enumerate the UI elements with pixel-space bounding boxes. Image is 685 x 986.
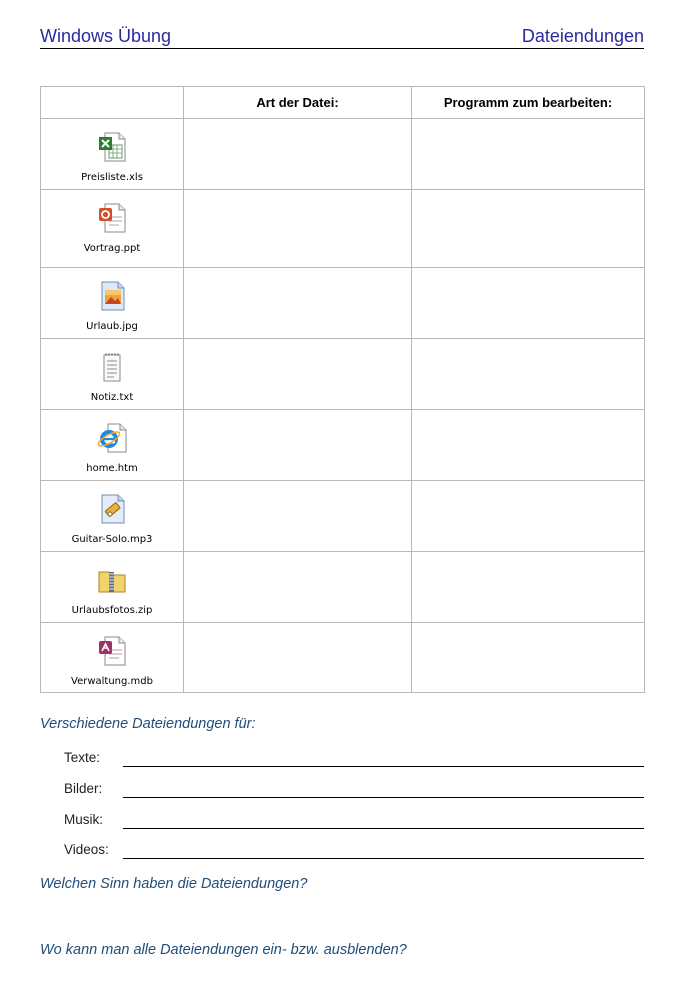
powerpoint-file-icon <box>96 202 128 234</box>
answer-line[interactable] <box>123 766 644 767</box>
file-cell[interactable] <box>41 119 184 190</box>
file-cell[interactable] <box>41 410 184 481</box>
program-answer-cell[interactable] <box>412 623 645 693</box>
program-answer-cell[interactable] <box>412 552 645 623</box>
column-header-type: Art der Datei: <box>184 87 412 119</box>
file-name: Vortrag.ppt <box>83 243 141 254</box>
file-name: Preisliste.xls <box>81 172 143 183</box>
file-types-table <box>40 86 645 693</box>
image-file-icon <box>96 280 128 312</box>
type-answer-cell[interactable] <box>184 119 412 190</box>
fill-line-images <box>64 781 644 799</box>
section-extensions-title: Verschiedene Dateiendungen für: <box>40 716 256 732</box>
table-header-row <box>41 87 645 119</box>
type-answer-cell[interactable] <box>184 623 412 693</box>
column-header-file <box>41 87 184 119</box>
file-name: Verwaltung.mdb <box>71 676 153 687</box>
program-answer-cell[interactable] <box>412 268 645 339</box>
audio-file-icon <box>96 493 128 525</box>
file-name: Guitar-Solo.mp3 <box>71 534 153 545</box>
question-show-hide: Wo kann man alle Dateiendungen ein- bzw. ausblenden? <box>40 942 407 958</box>
file-name: Urlaub.jpg <box>86 321 138 332</box>
excel-file-icon <box>96 131 128 163</box>
fill-line-videos <box>64 842 644 860</box>
answer-line[interactable] <box>123 858 644 859</box>
type-answer-cell[interactable] <box>184 268 412 339</box>
file-name: Notiz.txt <box>90 392 134 403</box>
type-answer-cell[interactable] <box>184 410 412 481</box>
file-cell[interactable] <box>41 481 184 552</box>
type-answer-cell[interactable] <box>184 339 412 410</box>
page-header <box>40 26 644 49</box>
program-answer-cell[interactable] <box>412 481 645 552</box>
table-row <box>41 268 645 339</box>
fill-label: Videos: <box>64 842 109 857</box>
file-name: Urlaubsfotos.zip <box>71 605 153 616</box>
answer-line[interactable] <box>123 797 644 798</box>
zip-folder-icon <box>96 564 128 596</box>
file-name: home.htm <box>86 463 138 474</box>
access-database-icon <box>96 635 128 667</box>
type-answer-cell[interactable] <box>184 552 412 623</box>
table-row <box>41 190 645 268</box>
program-answer-cell[interactable] <box>412 410 645 481</box>
file-cell[interactable] <box>41 623 184 693</box>
fill-line-music <box>64 812 644 830</box>
question-purpose: Welchen Sinn haben die Dateiendungen? <box>40 876 308 892</box>
file-cell[interactable] <box>41 339 184 410</box>
column-header-program: Programm zum bearbeiten: <box>412 87 645 119</box>
header-title: Windows Übung <box>40 26 172 46</box>
fill-label: Texte: <box>64 750 101 765</box>
table-row <box>41 410 645 481</box>
internet-explorer-icon <box>96 422 128 454</box>
type-answer-cell[interactable] <box>184 190 412 268</box>
program-answer-cell[interactable] <box>412 119 645 190</box>
program-answer-cell[interactable] <box>412 190 645 268</box>
table-row <box>41 119 645 190</box>
fill-label: Bilder: <box>64 781 103 796</box>
table-row <box>41 552 645 623</box>
type-answer-cell[interactable] <box>184 481 412 552</box>
table-row <box>41 623 645 693</box>
table-row <box>41 339 645 410</box>
fill-label: Musik: <box>64 812 104 827</box>
file-cell[interactable] <box>41 190 184 268</box>
file-cell[interactable] <box>41 268 184 339</box>
header-topic: Dateiendungen <box>521 26 644 46</box>
file-cell[interactable] <box>41 552 184 623</box>
program-answer-cell[interactable] <box>412 339 645 410</box>
fill-line-texts <box>64 750 644 768</box>
answer-line[interactable] <box>123 828 644 829</box>
table-row <box>41 481 645 552</box>
text-file-icon <box>96 351 128 383</box>
